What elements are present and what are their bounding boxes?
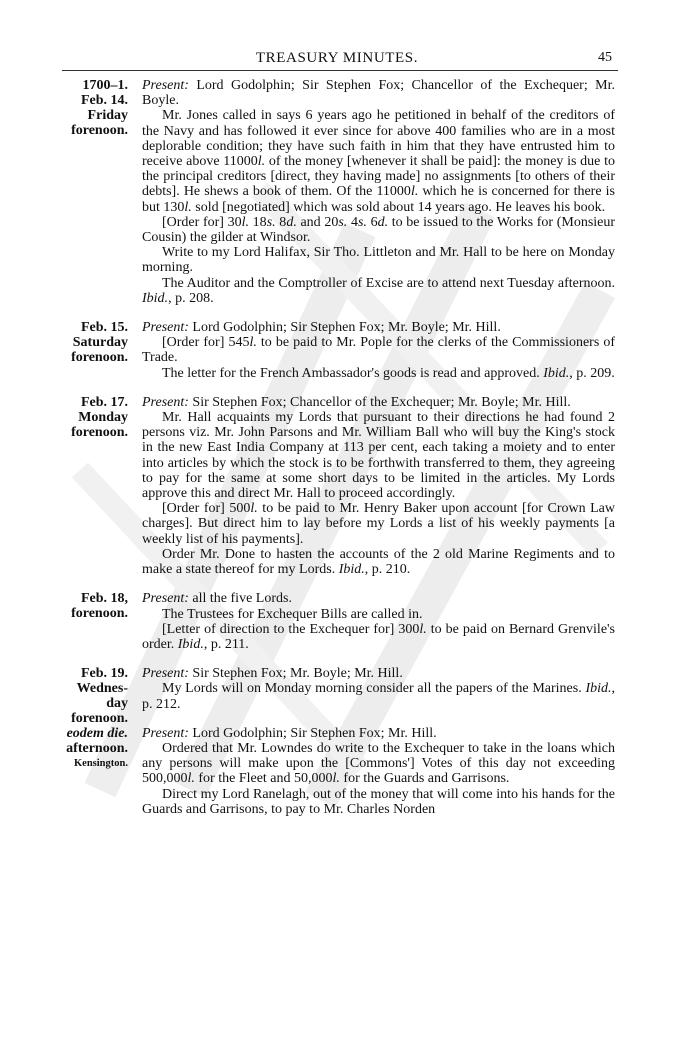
minute-paragraph [142,622,615,652]
margin-line: Feb. 17. [80,394,128,410]
minutes-entries [0,78,674,831]
text-run: l. [241,214,250,230]
margin-date [52,320,128,365]
text-run: l. [250,501,258,517]
text-run: l. [410,184,419,200]
text-run: Lord Godolphin; Sir Stephen Fox; Mr. Boyle; Mr. Hill. [188,320,501,336]
margin-date [52,78,128,138]
page-number: 45 [598,50,612,65]
header-rule [62,70,618,71]
text-run: , p. 208. [168,290,214,306]
text-run: Present: [142,394,189,410]
margin-date [52,726,128,771]
minute-paragraph [142,108,615,214]
text-run: Write to my Lord Halifax, Sir Tho. Littleton and Mr. Hall to be here on Monday morning. [142,245,615,276]
text-run: s. [338,214,348,230]
minute-paragraph [142,501,615,547]
text-run: Present: [142,320,189,336]
text-run: l. [257,154,266,170]
text-run: Ibid. [142,290,169,306]
text-run: Ibid. [338,562,365,578]
text-run: Direct my Lord Ranelagh, out of the money that will come into his hands for the Guards and Garrisons, to pay to Mr. Charles Norden [142,786,615,817]
text-run: 6 [366,214,378,230]
page-header [0,50,674,70]
margin-line: forenoon. [71,350,128,366]
text-run: [Order for] 500 [162,501,251,517]
text-run: for the Guards and Garrisons. [339,771,510,787]
minute-paragraph [142,215,615,245]
minute-paragraph [142,741,615,787]
present-line [142,78,615,108]
text-run: Present: [142,591,189,607]
entry-body [142,666,615,712]
margin-line: Feb. 14. [80,93,128,108]
entry-body [142,395,615,577]
text-run: Ordered that Mr. Lowndes do write to the Exchequer to take in the loans which any persons will make upon the [Commons'] Votes of this day not exceeding 500,000 [142,740,615,787]
text-run: 8 [275,214,287,230]
text-run: s. [357,214,367,230]
text-run: Present: [142,666,189,682]
text-run: l. [419,621,427,637]
minute-entry [0,320,674,381]
text-run: to be paid to Mr. Henry Baker upon account [for Crown Law charges]. But direct him to lay before my Lords a list of his weekly payments [a weekly list of his payments]. [142,501,616,547]
margin-line: eodem die. [66,725,128,741]
minute-entry [0,395,674,577]
margin-date [52,395,128,440]
entry-body [142,320,615,381]
margin-line: day [106,696,128,712]
present-line [142,591,615,606]
minute-entry [0,666,674,727]
entry-body [142,78,615,306]
text-run: The Trustees for Exchequer Bills are called in. [162,606,423,622]
text-run: sold [negotiated] which was sold about 14 years ago. He leaves his book. [191,199,606,215]
text-run: Lord Godolphin; Sir Stephen Fox; Mr. Hill. [188,725,437,741]
text-run: , p. 211. [203,636,249,652]
text-run: , p. 210. [364,562,411,578]
margin-line: forenoon. [71,711,128,727]
margin-line: forenoon. [71,123,128,138]
text-run: Mr. Jones called in says 6 years ago he petitioned in behalf of the creditors of the Navy and has followed it ever since for above 400 families who are in a most deplorable condition; they have such faith in him that they have entrusted him to receive above 11000 [142,108,615,170]
text-run: My Lords will on Monday morning consider all the papers of the Marines. [162,681,586,697]
text-run: The letter for the French Ambassador's goods is read and approved. [162,365,544,381]
present-line [142,395,615,410]
margin-date [52,666,128,726]
text-run: s. [266,214,276,230]
text-run: [Order for] 30 [162,214,242,230]
margin-line: Feb. 19. [80,666,128,682]
margin-line: afternoon. [66,740,128,756]
text-run: [Letter of direction to the Exchequer for] 300 [162,621,420,637]
entry-body [142,726,615,817]
minute-paragraph [142,681,615,711]
text-run: d. [286,214,297,230]
margin-line: Saturday [72,335,128,351]
margin-line: 1700–1. [82,78,128,93]
text-run: for the Fleet and 50,000 [194,771,333,787]
text-run: , p. 209. [569,365,615,381]
text-run: l. [184,199,192,215]
margin-line: Wednes- [76,681,128,697]
margin-date [52,591,128,621]
minute-paragraph [142,335,615,365]
text-run: which he is concerned for there is but 130 [142,184,615,215]
text-run: [Order for] 545 [162,335,250,351]
text-run: Order Mr. Done to hasten the accounts of the 2 old Marine Regiments and to make a state thereof for my Lords. [142,546,615,578]
text-run: Lord Godolphin; Sir Stephen Fox; Chancellor of the Exchequer; Mr. Boyle. [142,78,615,109]
minute-paragraph [142,410,615,501]
text-run: l. [332,771,340,787]
margin-line: Friday [87,108,128,123]
present-line [142,726,615,741]
present-line [142,666,615,681]
text-run: l. [249,335,257,351]
margin-line: Feb. 18, [80,591,128,607]
margin-line: forenoon. [71,606,128,622]
entry-body [142,591,615,652]
minute-paragraph [142,245,615,275]
text-run: all the five Lords. [188,591,292,607]
text-run: l. [187,771,195,787]
minute-paragraph [142,607,615,622]
text-run: Sir Stephen Fox; Mr. Boyle; Mr. Hill. [188,666,403,682]
text-run: to be paid on Bernard Grenvile's order. [142,621,616,652]
text-run: Sir Stephen Fox; Chancellor of the Exchequer; Mr. Boyle; Mr. Hill. [188,394,571,410]
text-run: 4 [347,214,358,230]
text-run: 18 [249,214,267,230]
text-run: and 20 [296,214,339,230]
text-run: to be issued to the Works for (Monsieur Cousin) the gilder at Windsor. [142,214,616,246]
minute-entry [0,78,674,306]
text-run: to be paid to Mr. Pople for the clerks of the Commissioners of Trade. [142,335,616,366]
minute-entry [0,591,674,652]
minute-paragraph [142,366,615,381]
margin-line: Feb. 15. [80,320,128,336]
text-run: Present: [142,78,189,93]
minute-paragraph [142,547,615,577]
text-run: of the money [whenever it shall be paid]: the money is due to the principal creditors [direct, they having made] no assignments [to others of their debts]. He shews a book of them. Of the 11000 [142,154,615,200]
text-run: Present: [142,725,189,741]
text-run: d. [377,214,389,230]
minute-paragraph [142,276,615,306]
margin-line: Kensington. [74,757,128,769]
margin-line: Monday [78,409,128,425]
running-title: TREASURY MINUTES. [255,50,419,66]
text-run: Ibid. [177,636,204,652]
margin-line: forenoon. [71,424,128,440]
text-run: Ibid. [543,365,570,381]
text-run: Ibid. [585,681,612,697]
text-run: Mr. Hall acquaints my Lords that pursuant to their directions he had found 2 persons viz. Mr. John Parsons and Mr. William Ball who will buy the King's stock in the new East India Company at 113 per cent, each taking a moiety and to enter into articles by which the stock is to be forthwith transferred to them, they agreeing to pay for the same at some short days to be limited in the articles. My Lords approve this and direct Mr. Hall to proceed accordingly. [142,410,615,502]
text-run: , p. 212. [142,681,615,712]
present-line [142,320,615,335]
minute-paragraph [142,787,615,817]
minute-entry [0,726,674,817]
text-run: The Auditor and the Comptroller of Excise are to attend next Tuesday afternoon. [162,275,615,291]
